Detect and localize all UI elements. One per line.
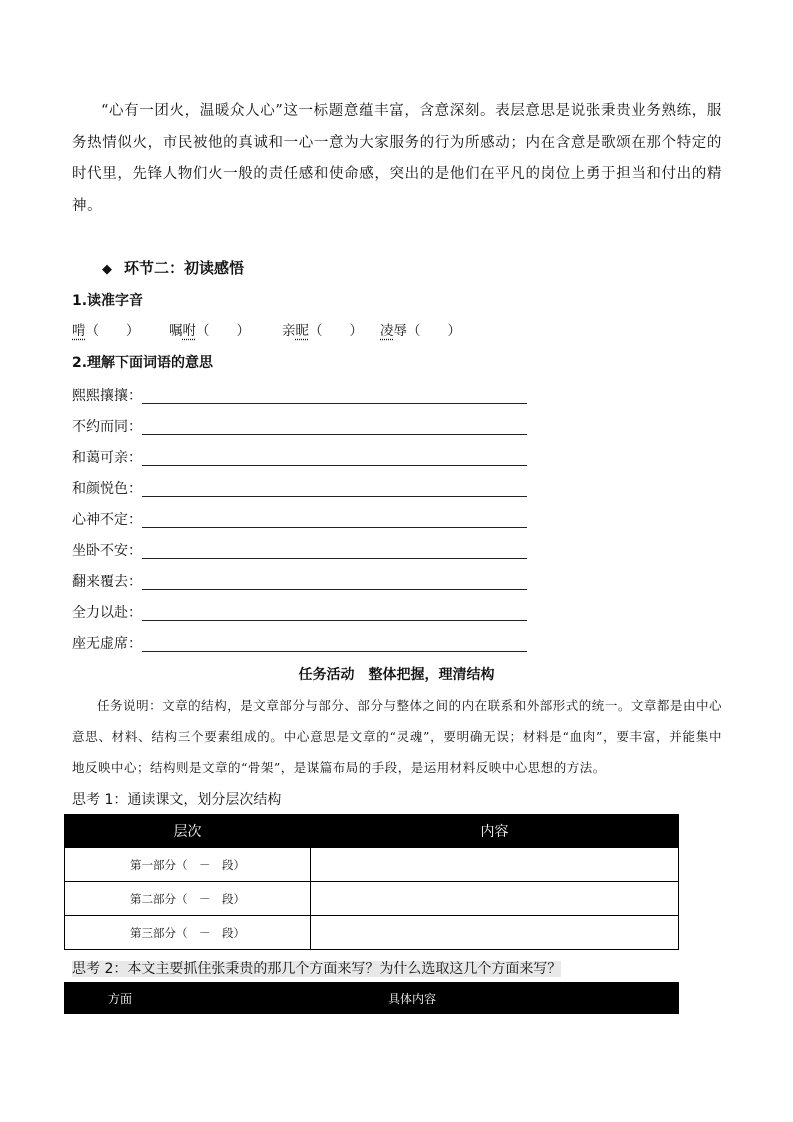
aspects-header-detail: 具体内容 <box>388 992 437 1006</box>
vocab-term: 坐卧不安： <box>72 543 142 559</box>
pronunciation-item-1: 啃（ ） <box>72 323 140 339</box>
vocab-term: 和颜悦色： <box>72 481 142 497</box>
intro-text: “心有一团火，温暖众人心”这一标题意蕴丰富，含意深刻。表层意思是说张秉贵业务熟练，服务热情似火，市民被他的真诚和一心一意为大家服务的行为所感动；内在含意是歌颂在那个特定的时代里，先锋人物们火一般的责任感和使命感，突出的是他们在平凡的岗位上勇于担当和付出的精神。 <box>72 103 722 214</box>
table-cell-content[interactable] <box>311 916 679 950</box>
think2-label-text: 思考 2：本文主要抓住张秉贵的那几个方面来写？为什么选取这几个方面来写？ <box>72 961 562 977</box>
vocab-row <box>72 476 532 507</box>
section-heading-text: 环节二：初读感悟 <box>124 259 245 277</box>
answer-line[interactable] <box>142 434 527 435</box>
table-header-content: 内容 <box>311 815 679 848</box>
vocab-term: 全力以赴： <box>72 605 142 621</box>
dotted-char: 咐 <box>182 323 196 339</box>
vocab-row <box>72 569 532 600</box>
answer-line[interactable] <box>142 496 527 497</box>
table-cell-content[interactable] <box>311 848 679 882</box>
table-row <box>65 882 679 916</box>
answer-line[interactable] <box>142 651 527 652</box>
task-description <box>72 690 722 783</box>
vocab-row <box>72 538 532 569</box>
vocab-row <box>72 414 532 445</box>
table-cell-level: 第三部分（ － 段） <box>65 916 311 950</box>
pronunciation-item-2: 嘱咐（ ） <box>169 323 250 339</box>
think1-label: 思考 1：通读课文，划分层次结构 <box>72 792 282 808</box>
pronunciation-item-3: 亲昵（ ） <box>282 323 363 339</box>
answer-line[interactable] <box>142 589 527 590</box>
think2-label <box>72 958 561 978</box>
section-heading <box>102 257 244 278</box>
answer-line[interactable] <box>142 465 527 466</box>
task-description-text: 任务说明：文章的结构，是文章部分与部分、部分与整体之间的内在联系和外部形式的统一。文章都是由中心意思、材料、结构三个要素组成的。中心意思是文章的“灵魂”，要明确无误；材料是“血肉”，要丰富，并能集中地反映中心；结构则是文章的“骨架”，是谋篇布局的手段，是运用材料反映中心思想的方法。 <box>72 698 722 775</box>
pronunciation-row <box>72 319 492 341</box>
vocab-row <box>72 445 532 476</box>
diamond-icon: ◆ <box>102 262 112 277</box>
vocab-row <box>72 383 532 414</box>
vocab-row <box>72 600 532 631</box>
pronunciation-item-4: 凌辱（ ） <box>380 323 461 339</box>
vocab-term: 不约而同： <box>72 419 142 435</box>
vocab-term: 翻来覆去： <box>72 574 142 590</box>
table-header-level: 层次 <box>65 815 311 848</box>
table-row <box>65 848 679 882</box>
vocab-row <box>72 631 532 662</box>
aspects-table-header <box>64 982 679 1014</box>
task-title: 任务活动 整体把握，理清结构 <box>298 667 495 683</box>
vocab-term: 座无虚席： <box>72 636 142 652</box>
table-header-row <box>65 815 679 848</box>
answer-line[interactable] <box>142 403 527 404</box>
dotted-char: 啃 <box>72 323 86 339</box>
structure-table <box>64 814 679 950</box>
pronunciation-heading: 1.读准字音 <box>72 293 144 309</box>
table-row <box>65 916 679 950</box>
table-cell-level: 第二部分（ － 段） <box>65 882 311 916</box>
dotted-char: 昵 <box>295 323 309 339</box>
aspects-header-aspect: 方面 <box>108 992 133 1006</box>
answer-line[interactable] <box>142 620 527 621</box>
table-cell-level: 第一部分（ － 段） <box>65 848 311 882</box>
vocab-term: 和蔼可亲： <box>72 450 142 466</box>
answer-line[interactable] <box>142 527 527 528</box>
vocab-term: 心神不定： <box>72 512 142 528</box>
vocab-row <box>72 507 532 538</box>
vocabulary-heading: 2.理解下面词语的意思 <box>72 355 214 371</box>
table-cell-content[interactable] <box>311 882 679 916</box>
answer-line[interactable] <box>142 558 527 559</box>
intro-paragraph <box>72 96 722 222</box>
dotted-char: 凌 <box>380 323 394 339</box>
vocab-term: 熙熙攘攘： <box>72 388 142 404</box>
